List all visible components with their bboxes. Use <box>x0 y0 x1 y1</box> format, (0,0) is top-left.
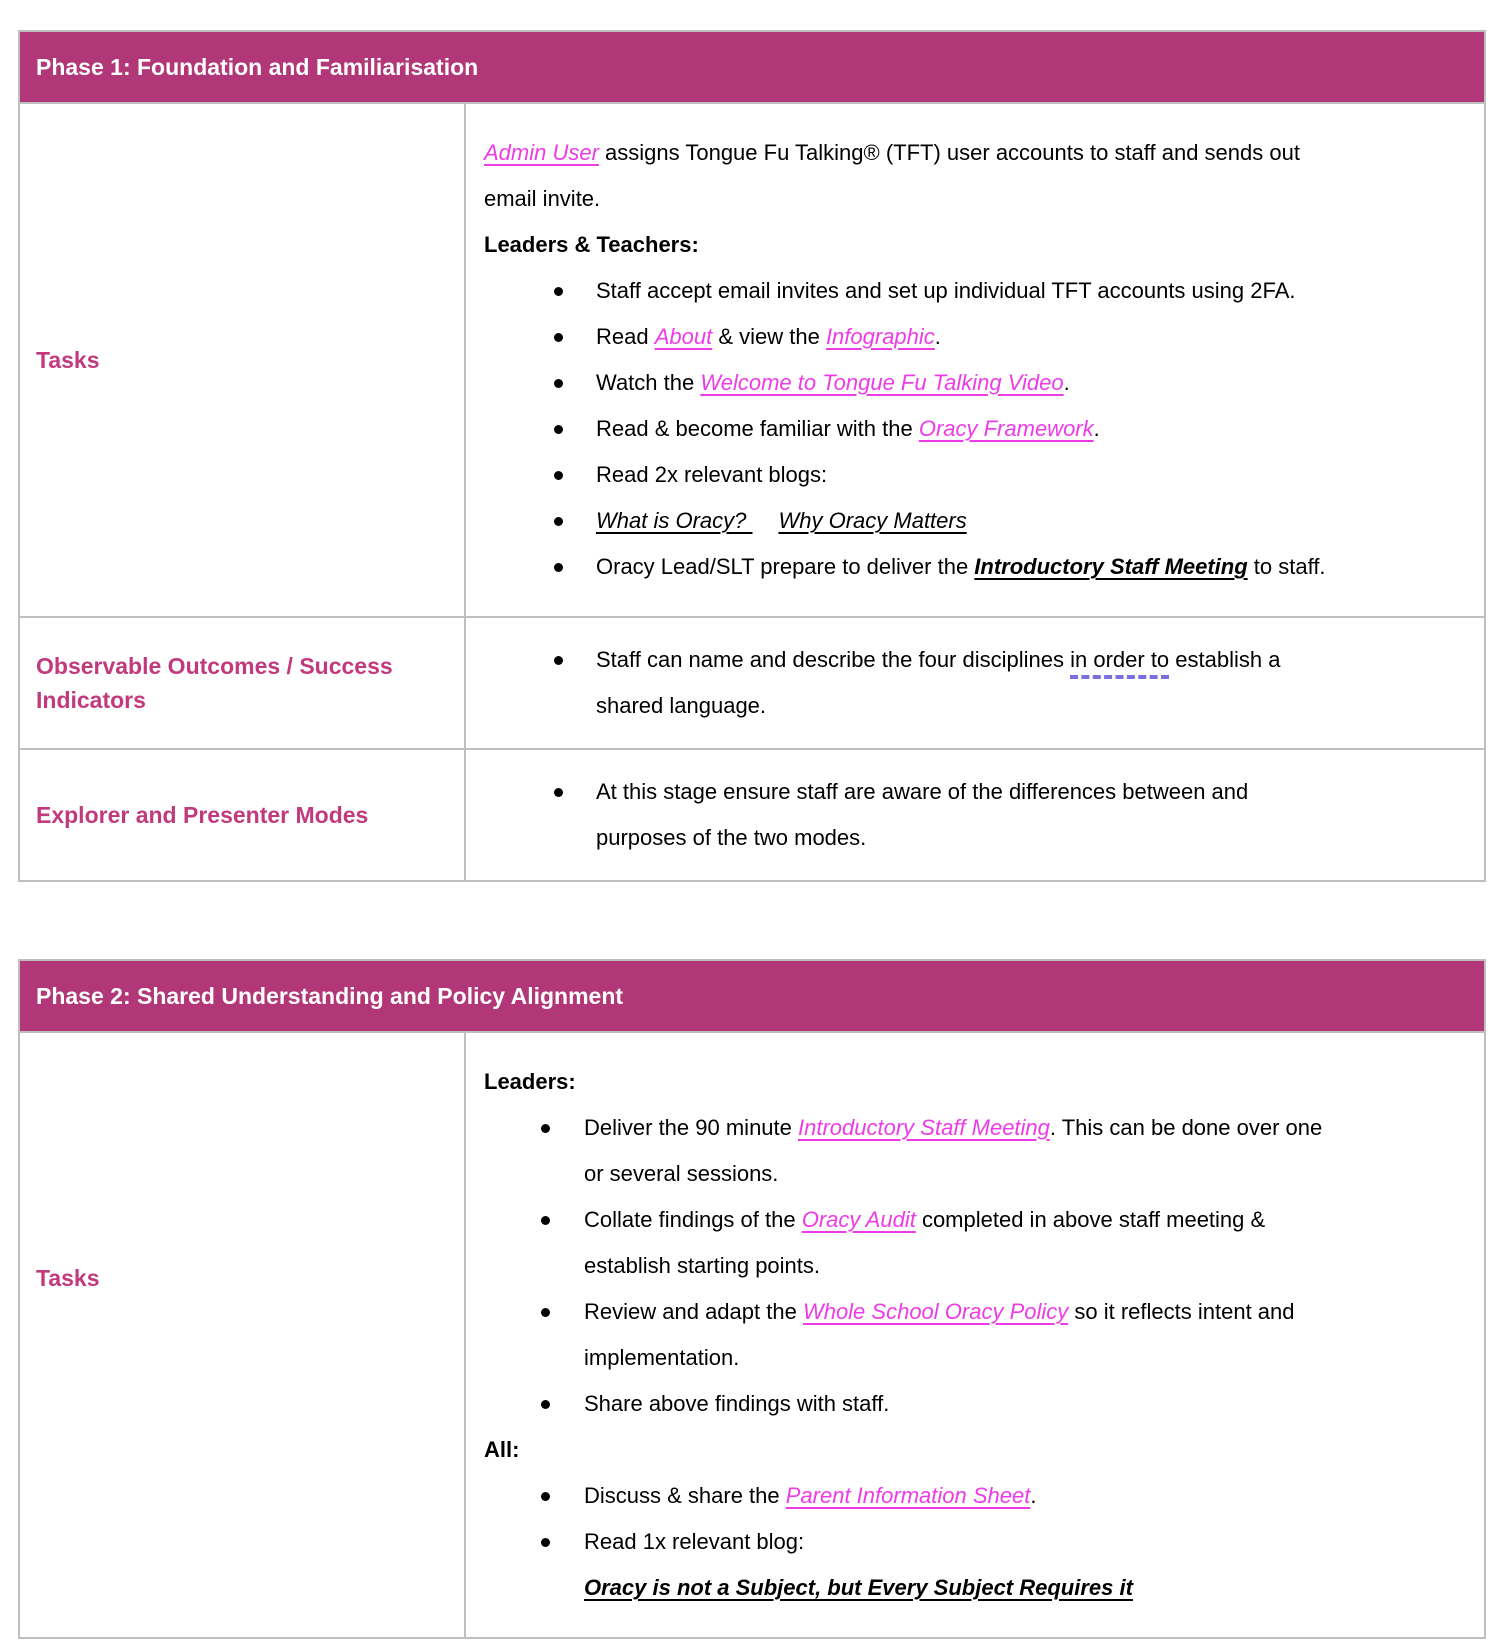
task-text: . <box>1093 416 1100 441</box>
phase1-title: Phase 1: Foundation and Familiarisation <box>36 53 479 80</box>
outcome-item <box>484 637 1444 729</box>
parent-information-sheet-link[interactable]: Parent Information Sheet <box>785 1483 1031 1508</box>
task-text: Collate findings of the <box>584 1207 802 1232</box>
outcome-text: Staff can name and describe the four disciplines <box>596 647 1071 672</box>
admin-user-link[interactable]: Admin User <box>484 140 599 165</box>
phase1-modes-row <box>20 748 1484 880</box>
phase1-task-list <box>484 268 1444 590</box>
whole-school-oracy-policy-link[interactable]: Whole School Oracy Policy <box>802 1299 1069 1324</box>
phase1-table <box>18 30 1486 882</box>
phase1-header <box>20 32 1484 102</box>
task-text-line2: or several sessions. <box>584 1161 779 1186</box>
phase2-header <box>20 961 1484 1031</box>
task-text: Share above findings with staff. <box>584 1391 890 1416</box>
phase1-intro-paragraph <box>484 130 1444 222</box>
task-text: completed in above staff meeting & <box>915 1207 1266 1232</box>
leaders-heading: Leaders: <box>484 1069 576 1094</box>
phase1-tasks-row <box>20 102 1484 616</box>
why-oracy-matters-link[interactable]: Why Oracy Matters <box>778 508 967 533</box>
all-heading: All: <box>484 1437 520 1462</box>
task-item <box>484 452 1444 498</box>
phase1-outcomes-list <box>484 637 1444 729</box>
task-text-line2: establish starting points. <box>584 1253 821 1278</box>
task-text: . <box>934 324 941 349</box>
task-item <box>484 1289 1444 1381</box>
task-text: . This can be done over one <box>1049 1115 1323 1140</box>
task-item <box>484 406 1444 452</box>
task-item <box>484 1381 1444 1427</box>
phase1-modes-content-cell <box>464 750 1484 880</box>
phase2-title: Phase 2: Shared Understanding and Policy Alignment <box>36 982 624 1009</box>
task-text: so it reflects intent and <box>1068 1299 1295 1324</box>
grammar-suggestion-in-order-to[interactable]: in order to <box>1070 647 1170 672</box>
phase1-outcomes-row <box>20 616 1484 748</box>
task-item <box>484 1197 1444 1289</box>
task-text: . <box>1063 370 1070 395</box>
task-item <box>484 1105 1444 1197</box>
phase1-tasks-label: Tasks <box>36 347 100 373</box>
task-item <box>484 360 1444 406</box>
modes-text-line2: purposes of the two modes. <box>596 825 867 850</box>
phase1-modes-label: Explorer and Presenter Modes <box>36 802 369 828</box>
task-text-line2: implementation. <box>584 1345 740 1370</box>
task-item <box>484 1473 1444 1519</box>
phase2-tasks-content-cell <box>464 1033 1484 1637</box>
task-text: Read 2x relevant blogs: <box>596 462 828 487</box>
task-text: to staff. <box>1247 554 1326 579</box>
task-text: Watch the <box>596 370 701 395</box>
task-text: & view the <box>712 324 826 349</box>
outcome-text: establish a <box>1169 647 1281 672</box>
phase1-outcomes-content-cell <box>464 618 1484 748</box>
task-item <box>484 498 1444 544</box>
modes-item <box>484 769 1444 861</box>
phase1-intro-text-line2: email invite. <box>484 186 601 211</box>
task-item <box>484 544 1444 590</box>
task-text: Review and adapt the <box>584 1299 803 1324</box>
phase1-outcomes-label-cell <box>20 618 464 748</box>
introductory-staff-meeting-link[interactable]: Introductory Staff Meeting <box>798 1115 1050 1140</box>
phase2-tasks-row <box>20 1031 1484 1637</box>
phase1-tasks-content-cell <box>464 104 1484 616</box>
phase1-tasks-label-cell <box>20 104 464 616</box>
phase2-leaders-task-list <box>484 1105 1444 1427</box>
task-text: Read & become familiar with the <box>596 416 919 441</box>
phase2-all-task-list <box>484 1473 1444 1611</box>
task-text: Discuss & share the <box>584 1483 786 1508</box>
outcome-text-line2: shared language. <box>596 693 767 718</box>
modes-text-line1: At this stage ensure staff are aware of the differences between and <box>596 779 1249 804</box>
phase1-modes-label-cell <box>20 750 464 880</box>
phase2-table <box>18 959 1486 1639</box>
phase1-modes-list <box>484 769 1444 861</box>
about-link[interactable]: About <box>654 324 713 349</box>
task-text: . <box>1030 1483 1037 1508</box>
task-text: Read <box>596 324 655 349</box>
phase2-tasks-label: Tasks <box>36 1265 100 1291</box>
task-text: Oracy Lead/SLT prepare to deliver the <box>596 554 975 579</box>
phase1-intro-text-line1: assigns Tongue Fu Talking® (TFT) user accounts to staff and sends out <box>598 140 1300 165</box>
introductory-staff-meeting-link[interactable]: Introductory Staff Meeting <box>974 554 1248 579</box>
welcome-video-link[interactable]: Welcome to Tongue Fu Talking Video <box>700 370 1064 395</box>
oracy-not-a-subject-blog-link[interactable]: Oracy is not a Subject, but Every Subject Requires it <box>584 1575 1133 1600</box>
task-text: Staff accept email invites and set up individual TFT accounts using 2FA. <box>596 278 1296 303</box>
task-text: Deliver the 90 minute <box>584 1115 798 1140</box>
phase1-outcomes-label: Observable Outcomes / Success Indicators <box>36 653 393 713</box>
oracy-audit-link[interactable]: Oracy Audit <box>801 1207 916 1232</box>
task-text: Read 1x relevant blog: <box>584 1529 805 1554</box>
task-item <box>484 314 1444 360</box>
infographic-link[interactable]: Infographic <box>825 324 935 349</box>
leaders-teachers-heading: Leaders & Teachers: <box>484 232 699 257</box>
what-is-oracy-link[interactable]: What is Oracy? <box>596 508 753 533</box>
phase2-tasks-label-cell <box>20 1033 464 1637</box>
oracy-framework-link[interactable]: Oracy Framework <box>918 416 1094 441</box>
task-item <box>484 1519 1444 1611</box>
task-item <box>484 268 1444 314</box>
